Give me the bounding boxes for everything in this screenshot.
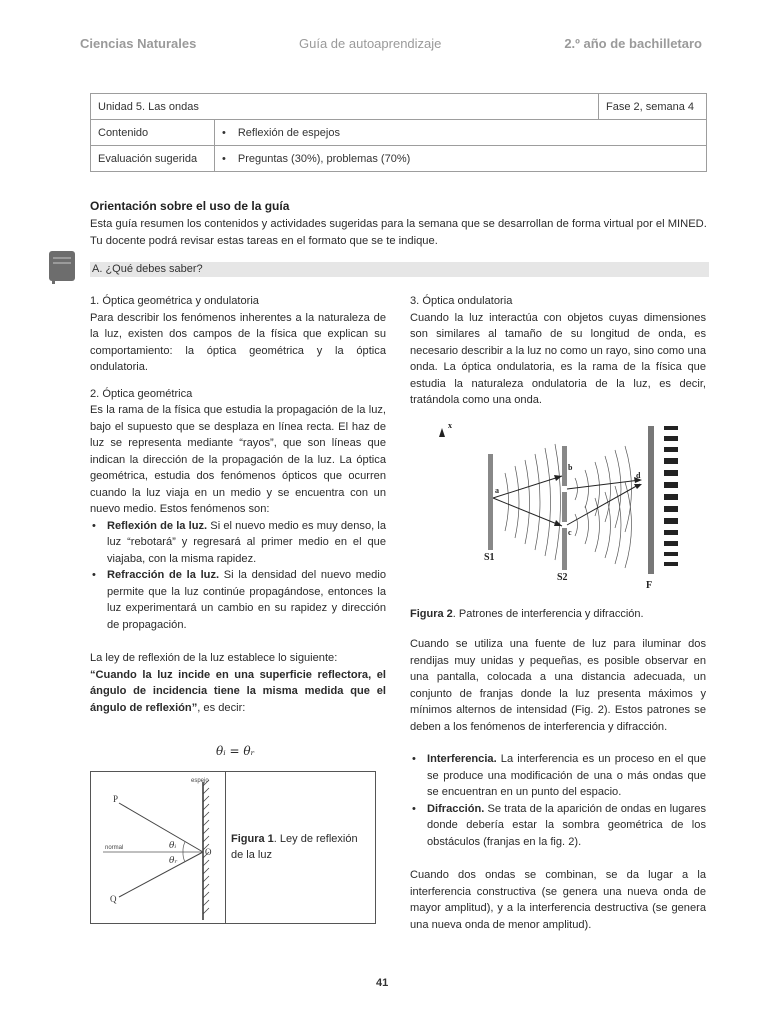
wavefronts-s2-top <box>575 446 632 532</box>
barrier-s1 <box>488 454 493 550</box>
theta-i-label: θᵢ <box>169 841 177 851</box>
right-column-lower <box>410 636 706 933</box>
paragraph-wave-optics: Cuando la luz interactúa con objetos cuyas dimensiones son similares al tamaño de su longitud de onda, es necesario describir a la luz no como un rayo, sino como una onda. La óptica ondulatoria, es la rama de la física que estudia la naturaleza ondulatoria de la luz, es decir, tratándola como una onda. <box>410 311 706 406</box>
point-p-label: P <box>113 794 119 804</box>
mirror-label: espejo <box>191 778 209 784</box>
list-item <box>90 518 386 568</box>
x-arrow-icon <box>439 428 445 437</box>
table-row <box>91 146 707 172</box>
figure-2-caption-label: Figura 2 <box>410 608 453 620</box>
section-a-title: A. ¿Qué debes saber? <box>90 262 709 277</box>
figure-2-caption <box>410 608 644 620</box>
interference-diagram <box>430 418 690 590</box>
point-o-label: O <box>205 847 212 857</box>
table-row <box>91 120 707 146</box>
incident-ray <box>119 803 203 852</box>
normal-label: normal <box>105 845 124 851</box>
orientation-title: Orientación sobre el uso de la guía <box>90 199 290 213</box>
content-value-cell <box>215 120 707 146</box>
theta-r-label: θᵣ <box>169 856 178 866</box>
figure-1-caption <box>231 831 371 863</box>
barrier-s2-bottom <box>562 528 567 570</box>
refraction-text: Si la densidad del nuevo medio permite que la luz continúe propagándose, entonces la luz experimentará un cambio en su rapidez y dirección de propagación. <box>107 569 386 631</box>
figure-1 <box>90 771 376 924</box>
reflection-term: Reflexión de la luz. <box>107 519 208 532</box>
evaluation-value-cell <box>215 146 707 172</box>
paragraph-geometric-optics: Es la rama de la física que estudia la propagación de la luz, bajo el supuesto que se desplaza en línea recta. El haz de luz se representa mediante “rayos”, que son líneas que indican la dirección de la propagación de la luz. La óptica geométrica, estudia dos fenómenos ópticos que ocurren cuando la luz viaja en un medio y se encuentra con un nuevo medio. Estos fenómenos son: <box>90 404 386 515</box>
header-guide: Guía de autoaprendizaje <box>299 36 442 51</box>
content-label: Contenido <box>91 120 215 146</box>
figure-2-caption-text: . Patrones de interferencia y difracción. <box>452 608 644 620</box>
left-column <box>90 293 386 716</box>
right-column <box>410 293 706 409</box>
table-row <box>91 94 707 120</box>
law-end: , es decir: <box>197 701 246 714</box>
page-number: 41 <box>376 977 389 989</box>
reflection-diagram <box>91 772 225 923</box>
law-intro: La ley de reflexión de la luz establece lo siguiente: <box>90 652 338 664</box>
evaluation-value: • Preguntas (30%), problemas (70%) <box>222 153 410 165</box>
interference-term: Interferencia. <box>427 753 497 765</box>
barrier-s2-top <box>562 446 567 486</box>
point-b-label: b <box>568 463 573 472</box>
figure-divider <box>225 772 226 923</box>
heading-geometric-optics: 2. Óptica geométrica <box>90 387 193 400</box>
figure-1-caption-text: . Ley de reflexión de la luz <box>231 833 358 861</box>
paragraph-optics: Para describir los fenómenos inherentes a la naturaleza de la luz, existen dos campos de la física que explican su comportamiento: la óptica geométrica y la óptica ondulatoria. <box>90 311 386 373</box>
law-quote: “Cuando la luz incide en una superficie reflectora, el ángulo de incidencia tiene la misma medida que el ángulo de reflexión” <box>90 668 386 714</box>
evaluation-label: Evaluación sugerida <box>91 146 215 172</box>
heading-optics: 1. Óptica geométrica y ondulatoria <box>90 295 259 307</box>
point-q-label: Q <box>110 894 117 904</box>
unit-cell: Unidad 5. Las ondas <box>91 94 599 120</box>
s1-label: S1 <box>484 552 495 563</box>
reflection-text: Si el nuevo medio es muy denso, la luz “rebotará” y regresará al primer medio en el que viajaba, con la misma rapidez. <box>107 519 386 565</box>
wavefronts-s2-bottom <box>575 482 632 568</box>
point-a-label: a <box>495 486 499 495</box>
refraction-term: Refracción de la luz. <box>107 569 220 581</box>
wave-phenomena-list <box>410 751 706 850</box>
diffraction-text: Se trata de la aparición de ondas en lugares donde debería estar la sombra geométrica de los obstáculos (franjas en la fig. 2). <box>427 802 706 848</box>
paragraph-slits: Cuando se utiliza una fuente de luz para iluminar dos rendijas muy unidas y pequeñas, es posible observar en una pantalla, colocada a una distancia adecuada, un conjunto de franjas donde la luz presenta máximos y mínimos alternos de intensidad (Fig. 2). Estos patrones se deben a los fenómenos de interferencia y difracción. <box>410 638 706 733</box>
heading-wave-optics: 3. Óptica ondulatoria <box>410 295 513 307</box>
header-subject: Ciencias Naturales <box>80 36 197 51</box>
f-label: F <box>646 580 653 590</box>
book-icon <box>47 250 77 284</box>
header-grade: 2.º año de bachilletaro <box>564 36 702 51</box>
diffraction-term: Difracción. <box>427 802 485 815</box>
orientation-text: Esta guía resumen los contenidos y actividades sugeridas para la semana que se desarrollan de forma virtual por el MINED. Tu docente podrá revisar estas tareas en el formato que se te indique. <box>90 218 707 247</box>
fringe-pattern <box>664 426 678 566</box>
reflected-ray <box>119 852 203 897</box>
point-c-label: c <box>568 528 572 537</box>
figure-1-caption-label: Figura 1 <box>231 833 274 845</box>
paragraph-interference: Cuando dos ondas se combinan, se da lugar a la interferencia constructiva (se genera una nueva onda de mayor amplitud), y a la interferencia destructiva (se genera una nueva onda de menor amplitud). <box>410 869 706 931</box>
law-statement <box>90 667 386 717</box>
barrier-s2-middle <box>562 492 567 522</box>
phenomena-list <box>90 518 386 634</box>
list-item <box>410 751 706 801</box>
s2-label: S2 <box>557 572 568 583</box>
point-d-label: d <box>636 471 641 480</box>
info-table <box>90 93 707 172</box>
content-value: • Reflexión de espejos <box>222 127 340 139</box>
wavefronts-s1 <box>505 444 561 560</box>
phase-cell: Fase 2, semana 4 <box>599 94 707 120</box>
x-label: x <box>448 421 452 430</box>
angle-r-arc <box>183 852 185 862</box>
screen-f <box>648 426 654 574</box>
list-item <box>410 801 706 851</box>
angle-i-arc <box>183 842 185 852</box>
reflection-formula: θᵢ = θᵣ <box>216 744 255 758</box>
list-item <box>90 567 386 633</box>
interference-text: La interferencia es un proceso en el que se produce una modificación de una o más ondas que se encuentran en un punto del espacio. <box>427 753 706 798</box>
